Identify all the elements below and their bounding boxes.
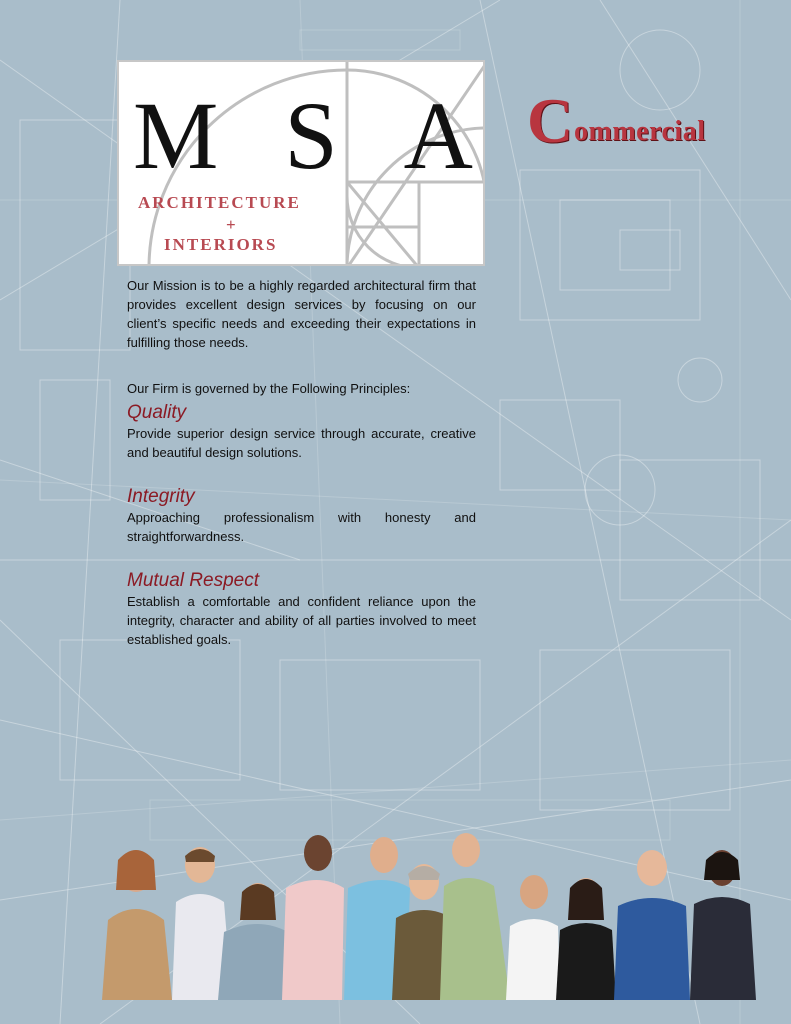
principle-title: Quality xyxy=(127,402,187,423)
team-member xyxy=(556,878,616,1000)
logo-letter-m: M xyxy=(133,82,219,189)
msa-logo xyxy=(117,60,485,266)
principle-title: Integrity xyxy=(127,486,195,507)
principle-text: Establish a comfortable and confident reliance upon the integrity, character and ability of all parties involved to meet established goals. xyxy=(127,594,476,647)
principle-quality xyxy=(127,402,476,462)
mission-text: Our Mission is to be a highly regarded architectural firm that provides excellent design services by focusing on our client’s specific needs and exceeding their expectations in fulfilling those needs. xyxy=(127,278,476,350)
team-member xyxy=(506,875,560,1000)
logo-letter-a: A xyxy=(403,82,473,189)
team-member xyxy=(102,850,172,1000)
commercial-initial: C xyxy=(527,85,574,156)
mission-section xyxy=(127,276,476,352)
team-member xyxy=(218,883,288,1000)
principle-mutual-respect xyxy=(127,570,476,649)
logo-architecture: ARCHITECTURE xyxy=(138,193,301,212)
commercial-rest: ommercial xyxy=(574,116,706,147)
logo-letter-s: S xyxy=(284,82,338,189)
logo-plus: + xyxy=(226,215,238,234)
principles-intro: Our Firm is governed by the Following Principles: xyxy=(127,381,411,396)
team-member xyxy=(690,850,756,1000)
principle-title: Mutual Respect xyxy=(127,570,260,591)
principles-intro-section xyxy=(127,379,476,398)
team-photo xyxy=(0,820,791,1010)
logo-letters xyxy=(133,66,473,206)
principle-text: Provide superior design service through accurate, creative and beautiful design solutions. xyxy=(127,426,476,460)
team-member xyxy=(282,835,344,1000)
commercial-title xyxy=(527,84,772,154)
team-member xyxy=(440,833,510,1000)
logo-interiors: INTERIORS xyxy=(164,235,278,254)
principle-text: Approaching professionalism with honesty and straightforwardness. xyxy=(127,510,476,544)
principle-integrity xyxy=(127,486,476,546)
team-member xyxy=(614,850,690,1000)
